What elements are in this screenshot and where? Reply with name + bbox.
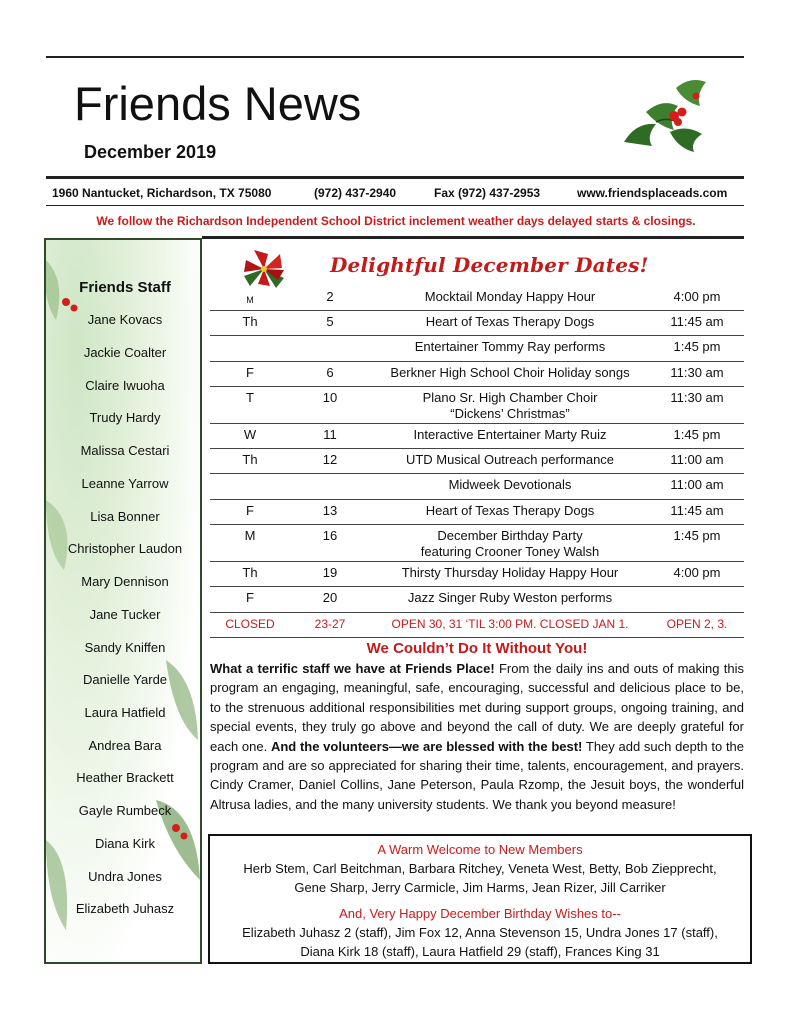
event-cell: Interactive Entertainer Marty Ruiz (413, 427, 607, 442)
date-cell: 20 (322, 590, 338, 605)
staff-name: Leanne Yarrow (81, 476, 169, 491)
day-cell: Th (242, 314, 258, 329)
time-cell: OPEN 2, 3. (666, 617, 728, 631)
event-cell: Heart of Texas Therapy Dogs (425, 503, 595, 518)
newsletter-title: Friends News (74, 77, 362, 130)
new-members-line: Gene Sharp, Jerry Carmicle, Jim Harms, Jean Rizer, Jill Carriker (294, 880, 666, 895)
schedule-title: Delightful December Dates! (330, 253, 649, 277)
day-cell: CLOSED (225, 617, 275, 631)
staff-title: Friends Staff (79, 279, 171, 296)
table-row (210, 387, 744, 424)
table-row (210, 424, 744, 449)
staff-name: Malissa Cestari (80, 443, 170, 458)
staff-name: Mary Dennison (81, 574, 169, 589)
staff-sidebar (44, 238, 202, 964)
thanks-lead: What a terrific staff we have at Friends Place! (210, 661, 495, 676)
event-cell: Mocktail Monday Happy Hour (424, 289, 596, 304)
holly-icon (616, 72, 712, 156)
event-line: Plano Sr. High Chamber Choir (422, 390, 598, 405)
staff-name: Jane Tucker (89, 607, 161, 622)
event-cell: Berkner High School Choir Holiday songs (390, 365, 630, 380)
phone: (972) 437-2940 (314, 186, 397, 200)
day-cell: M (246, 295, 254, 305)
fax: Fax (972) 437-2953 (434, 186, 541, 200)
time-cell: 1:45 pm (673, 339, 721, 354)
table-row (210, 474, 744, 500)
event-line: “Dickens’ Christmas” (450, 406, 570, 421)
day-cell: F (246, 590, 254, 605)
date-cell: 11 (323, 427, 337, 442)
date-cell: 19 (322, 565, 338, 580)
staff-name: Gayle Rumbeck (78, 803, 172, 818)
staff-name: Andrea Bara (88, 738, 162, 753)
event-cell (370, 528, 650, 560)
birthday-title: And, Very Happy December Birthday Wishes to-- (339, 906, 621, 921)
event-line: featuring Crooner Toney Walsh (420, 544, 600, 559)
date-cell: 12 (322, 452, 338, 467)
time-cell: 4:00 pm (673, 565, 721, 580)
time-cell: 4:00 pm (673, 289, 721, 304)
welcome-box (208, 834, 752, 964)
welcome-title: A Warm Welcome to New Members (377, 842, 583, 857)
time-cell: 11:00 am (670, 452, 724, 467)
table-row (210, 449, 744, 474)
thanks-title: We Couldn’t Do It Without You! (366, 640, 588, 657)
day-cell: M (244, 528, 256, 543)
date-cell: 5 (326, 314, 334, 329)
thanks-text: From the daily ins and outs of making this program an engaging, meaningful, safe, encouraging, successful and delicious place to be, to the strenuous additional responsibilities met during support groups, ongoing training, and special events, they truly go above and beyond the call of duty. We are deeply grateful for each one. (210, 661, 744, 754)
staff-name: Sandy Kniffen (84, 640, 166, 655)
day-cell: F (246, 503, 254, 518)
staff-name: Trudy Hardy (89, 410, 161, 425)
time-cell: 1:45 pm (673, 528, 721, 543)
staff-name: Claire Iwuoha (85, 378, 165, 393)
event-cell: Thirsty Thursday Holiday Happy Hour (401, 565, 619, 580)
contact-rule (46, 205, 744, 206)
date-cell: 16 (322, 528, 338, 543)
top-rule (46, 56, 744, 58)
new-members-line: Herb Stem, Carl Beitchman, Barbara Ritchey, Veneta West, Betty, Bob Ziepprecht, (243, 861, 717, 876)
staff-name: Elizabeth Juhasz (75, 901, 175, 916)
table-row (210, 562, 744, 587)
volunteers-lead: And the volunteers—we are blessed with the best! (270, 738, 583, 754)
time-cell: 11:30 am (670, 365, 724, 380)
time-cell: 11:45 am (670, 503, 724, 518)
time-cell: 1:45 pm (673, 427, 721, 442)
staff-name: Jane Kovacs (87, 312, 163, 327)
event-cell: OPEN 30, 31 ‘TIL 3:00 PM. CLOSED JAN 1. (391, 617, 629, 631)
issue-date: December 2019 (84, 142, 217, 162)
day-cell: F (246, 365, 254, 380)
table-row (210, 286, 744, 311)
table-row (210, 525, 744, 562)
event-line: December Birthday Party (437, 528, 583, 543)
volunteers-text: They add such depth to the program and are so appreciated for sharing their time, talents, encouragement, and prayers. Cindy Cramer, Daniel Collins, Jane Peterson, Paula Rzomp, the Jesuit boys, the wonderful Altrusa ladies, and the many university students. We thank you beyond measure! (210, 738, 745, 812)
event-cell (370, 390, 650, 422)
date-cell: 6 (326, 365, 334, 380)
table-row (210, 311, 744, 336)
event-cell: Jazz Singer Ruby Weston performs (407, 590, 613, 605)
table-row (210, 500, 744, 525)
header-rule (46, 176, 744, 179)
day-cell: Th (242, 565, 258, 580)
birthday-line: Diana Kirk 18 (staff), Laura Hatfield 29 (staff), Frances King 31 (300, 944, 660, 959)
closed-row (210, 613, 744, 638)
date-cell: 13 (322, 503, 338, 518)
date-cell: 2 (326, 289, 334, 304)
website: www.friendsplaceads.com (577, 186, 728, 200)
date-cell: 10 (322, 390, 338, 405)
day-cell: T (246, 390, 254, 405)
event-cell: Entertainer Tommy Ray performs (414, 339, 606, 354)
day-cell: W (243, 427, 257, 442)
time-cell: 11:30 am (670, 390, 724, 405)
staff-name: Jackie Coalter (83, 345, 167, 360)
notice-rule (202, 236, 744, 239)
staff-name: Diana Kirk (95, 836, 155, 851)
day-cell: Th (242, 452, 258, 467)
event-cell: UTD Musical Outreach performance (405, 452, 615, 467)
event-cell: Heart of Texas Therapy Dogs (425, 314, 595, 329)
address: 1960 Nantucket, Richardson, TX 75080 (52, 186, 272, 200)
staff-name: Danielle Yarde (82, 672, 168, 687)
weather-notice: We follow the Richardson Independent School District inclement weather days delayed starts & closings. (96, 214, 696, 228)
thanks-body (210, 659, 744, 814)
date-cell: 23-27 (314, 617, 346, 631)
time-cell: 11:00 am (670, 477, 724, 492)
time-cell: 11:45 am (670, 314, 724, 329)
staff-name: Undra Jones (88, 869, 162, 884)
birthday-line: Elizabeth Juhasz 2 (staff), Jim Fox 12, Anna Stevenson 15, Undra Jones 17 (staff), (242, 925, 718, 940)
staff-name: Christopher Laudon (67, 541, 183, 556)
staff-name: Lisa Bonner (90, 509, 160, 524)
event-cell: Midweek Devotionals (448, 477, 572, 492)
staff-name: Laura Hatfield (84, 705, 166, 720)
table-row (210, 362, 744, 387)
table-row (210, 336, 744, 362)
table-row (210, 587, 744, 613)
staff-name: Heather Brackett (76, 770, 174, 785)
